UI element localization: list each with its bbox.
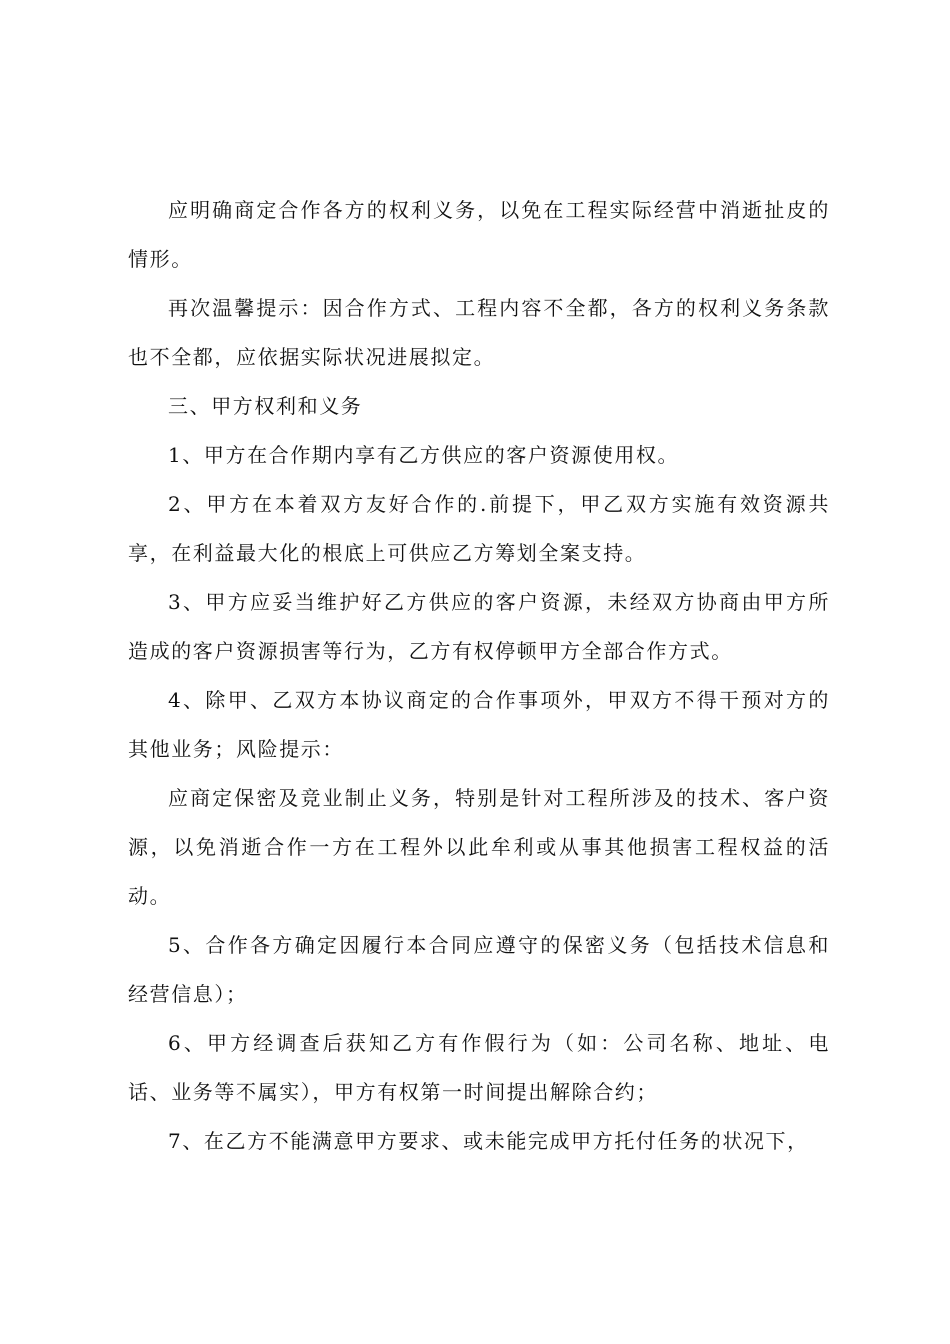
clause-5: 5、合作各方确定因履行本合同应遵守的保密义务（包括技术信息和经营信息）； xyxy=(128,933,830,1006)
paragraph-rights-obligations-note: 应明确商定合作各方的权利义务，以免在工程实际经营中消逝扯皮的情形。 xyxy=(128,198,830,271)
clause-7: 7、在乙方不能满意甲方要求、或未能完成甲方托付任务的状况下， xyxy=(168,1129,809,1153)
clause-4: 4、除甲、乙双方本协议商定的合作事项外，甲双方不得干预对方的其他业务；风险提示： xyxy=(128,688,830,761)
paragraph-confidentiality-note: 应商定保密及竞业制止义务，特别是针对工程所涉及的技术、客户资源，以免消逝合作一方在工程外以此牟利或从事其他损害工程权益的活动。 xyxy=(128,786,830,908)
clause-2: 2、甲方在本着双方友好合作的.前提下，甲乙双方实施有效资源共享，在利益最大化的根底上可供应乙方筹划全案支持。 xyxy=(128,492,830,565)
paragraph-reminder: 再次温馨提示：因合作方式、工程内容不全都，各方的权利义务条款也不全都，应依据实际状况进展拟定。 xyxy=(128,296,830,369)
document-body xyxy=(128,186,830,1166)
clause-1: 1、甲方在合作期内享有乙方供应的客户资源使用权。 xyxy=(168,443,680,467)
clause-3: 3、甲方应妥当维护好乙方供应的客户资源，未经双方协商由甲方所造成的客户资源损害等行为，乙方有权停顿甲方全部合作方式。 xyxy=(128,590,830,663)
clause-6: 6、甲方经调查后获知乙方有作假行为（如：公司名称、地址、电话、业务等不属实），甲方有权第一时间提出解除合约； xyxy=(128,1031,830,1104)
section-heading-party-a: 三、甲方权利和义务 xyxy=(168,394,363,418)
